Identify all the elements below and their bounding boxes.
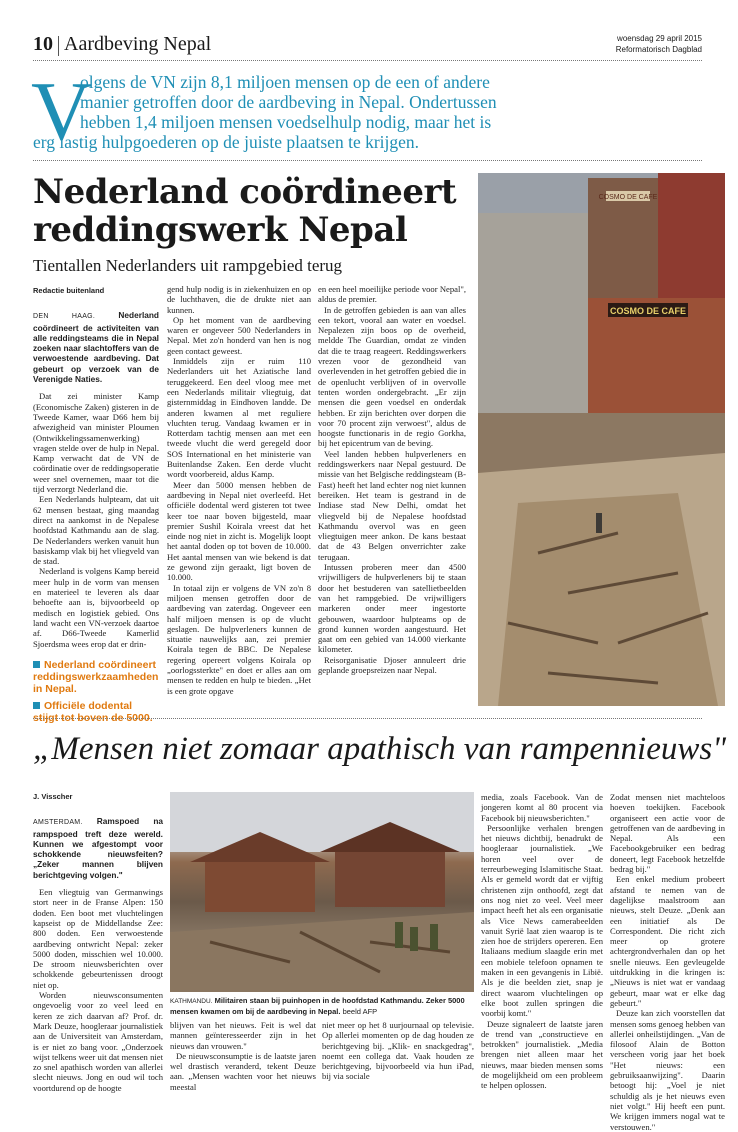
article2-paragraph: Worden nieuwsconsumenten ongevoelig voor zo veel leed en keren ze zich daarvan af? Prof. dr. Mark Deuze, hoogleraar journalistiek aan de Universiteit van Amsterdam, is er niet zo bang voor. „Onderzoek wijst telkens weer uit dat mensen niet zo snel apathisch worden van allerlei slecht nieuws. Jong en oud wil toch voortdurend op de hoogte: [33, 990, 163, 1093]
article2-paragraph: Een vliegtuig van Germanwings stort neer in de Franse Alpen: 150 doden. Een boot met vluchtelingen kapseist op de Middellandse Zee: 800 doden. Een verwoestende aardbeving ontwricht Nepal: zeker 5000 doden, misschien wel 10.000. De stroom nieuwsberichten over schokkende gebeurtenissen droogt niet op.: [33, 887, 163, 990]
article2-paragraph: media, zoals Facebook. Van de jongeren komt al 80 procent via Facebook bij nieuwsberichten.": [481, 792, 603, 823]
intro-rule: [33, 160, 702, 161]
article1-byline: Redactie buitenland: [33, 286, 105, 295]
caption-text: Militairen staan bij puinhopen in de hoofdstad Kathmandu. Zeker 5000 mensen kwamen om bij de aardbeving in Nepal.: [170, 996, 465, 1016]
temple-ruins-illustration: [170, 792, 474, 992]
header-separator: [58, 36, 59, 56]
article2-paragraph: Een enkel medium probeert afstand te nemen van de dagelijkse maalstroom aan nieuws, stelt Deuze. „Denk aan een initiatief als De Correspondent. Die richt zich meer op grotere achtergrondverhalen dan op het snelle nieuws. Een gevleugelde uitdrukking in die kringen is: „Nieuws is niet wat er vandaag gebeurt, maar wat er elke dag gebeurt.": [610, 874, 725, 1008]
article1-lead-text: Nederland coördineert de activiteiten van alle reddingsteams die in Nepal zoeken naar slachtoffers van de verwoestende aardbeving. Dat gebeurt op verzoek van de Verenigde Naties.: [33, 310, 159, 385]
article2-column-3: [322, 1020, 474, 1082]
page-number: 10: [33, 33, 53, 55]
article1-headline: Nederland coördineert reddingswerk Nepal: [33, 172, 457, 250]
caption-place: KATHMANDU.: [170, 998, 213, 1005]
publication-name: Reformatorisch Dagblad: [615, 45, 702, 54]
article1-paragraph: Op het moment van de aardbeving waren er ongeveer 500 Nederlanders in Nepal. Met zo'n honderd van hen is nog geen contact geweest.: [167, 314, 311, 356]
article1-paragraph: Reisorganisatie Djoser annuleert drie geplande groepsreizen naar Nepal.: [318, 654, 466, 675]
article2-paragraph: blijven van het nieuws. Feit is wel dat mannen geïnteresseerder zijn in het nieuws dan vrouwen.": [170, 1020, 316, 1051]
intro-text: [80, 72, 710, 132]
article2-column-2: [170, 1020, 316, 1092]
cafe-sign-mid: COSMO DE CAFE: [609, 306, 687, 316]
article2-paragraph: Zodat mensen niet machteloos hoeven toekijken. Facebook organiseert een actie voor de getroffenen van de aardbeving in Nepal. Als een Facebookgebruiker een bedrag doneert, legt Facebook hetzelfde bedrag bij.": [610, 792, 725, 875]
intro-line: manier getroffen door de aardbeving in Nepal. Ondertussen: [80, 92, 497, 112]
article2-column-1: [33, 792, 163, 1093]
article2-lead-text: Ramspoed na rampspoed treft deze wereld. Kunnen we afgestompt voor schokkende nieuwsfeiten? „Zeker mannen blijven berichtgeving volgen.": [33, 816, 164, 880]
cafe-sign-top: COSMO DE CAFE: [598, 194, 658, 201]
article2-photo: [170, 792, 474, 992]
article1-paragraph: Meer dan 5000 mensen hebben de aardbeving in Nepal niet overleefd. Het officiële dodental werd gisteren tot twee keer toe naar boven bijgesteld, maar premier Sushil Koirala vreest dat het einde nog niet in zicht is. Mogelijk loopt het aantal doden op tot boven de 10.000. Het aantal mensen van wie bekend is dat ze gewond zijn geraakt, ligt boven de 10.000.: [167, 479, 311, 583]
article2-byline: J. Visscher: [33, 792, 73, 801]
article2-caption: [170, 996, 474, 1016]
intro-line: hebben 1,4 miljoen mensen voedselhulp nodig, maar het is: [80, 112, 492, 132]
article2-paragraph: Deuze kan zich voorstellen dat mensen soms genoeg hebben van allerlei onheilstijdingen. „Van de filosoof Alain de Botton verscheen vorig jaar het boek "Het nieuws: een gebruiksaanwijzing". Daarin betoogt hij: „Voel je niet schuldig als je het nieuws even niet volgt." Hij heeft een punt. We krijgen immers nogal wat te verstouwen.": [610, 1008, 725, 1132]
article1-paragraph: Inmiddels zijn er ruim 110 Nederlanders uit het Aziatische land teruggekeerd. Een deel vloog mee met een Nederlands militair vliegtuig, dat gisternmiddag in Eindhoven landde. De anderen kwamen al met reguliere vluchten terug. Vandaag kwamen er in Rotterdam tachtig mensen aan met een tweede vlucht die werd geregeld door SOS International en het ministerie van Buitenlandse Zaken. Een derde vlucht wordt voorbereid, aldus Kamp.: [167, 356, 311, 480]
article2-paragraph: Deuze signaleert de laatste jaren de trend van „constructieve en betrokken" journalistiek. „Media brengen niet alleen maar het nieuws, maar bieden mensen soms de mogelijkheid om een probleem te helpen oplossen.: [481, 1018, 603, 1091]
article1-highlight: [33, 700, 159, 724]
bullet-square-icon: [33, 661, 40, 668]
article1-paragraph: Dat zei minister Kamp (Economische Zaken) gisteren in de Tweede Kamer, waar D66 hem bij afwezigheid van minister Ploumen (Ontwikkelingssamenwerking) vragen stelde over de hulp in Nepal. Kamp verwacht dat de VN de coördinatie over de reddingsoperatie weer snel overnemen, maar tot die tijd verzorgt Nederland die.: [33, 391, 159, 495]
article1-highlight-text: Nederland coördineert reddingswerkzaamheden in Nepal.: [33, 658, 159, 695]
article2-lead: [33, 816, 163, 880]
article1-highlight-text: Officiële dodental stijgt tot boven de 5000.: [33, 699, 153, 724]
article1-column-3: [318, 284, 466, 675]
article-divider-rule: [33, 718, 702, 719]
intro-dropcap: V: [31, 65, 92, 158]
article1-column-1: [33, 286, 159, 724]
article1-paragraph: In de getroffen gebieden is aan van alles een tekort, vooral aan water en voedsel. Nepalezen zijn boos op de overheid, meldde The Guardian, omdat ze vinden dat die te traag reageert. Reddingswerkers vrezen voor de gezondheid van overlevenden in het getroffen gebied die in de openlucht verblijven of in overvolle tenten worden ondergebracht. „Er zijn mensen die geen voedsel en onderdak hebben. Er zijn berichten over dorpen die voor 70 procent zijn verwoest", aldus de hoogste functionaris in de regio Gorkha, bij het epicentrum van de beving.: [318, 304, 466, 449]
article2-paragraph: Persoonlijke verhalen brengen het nieuws dichtbij, benadrukt de hoogleraar journalistiek. „We horen veel over de terreurbeweging Islamitische Staat. Als er gemeld wordt dat er vijftig christenen zijn onthoofd, zegt dat ons nog niet zo veel. Veel meer impact heeft het als een organisatie als Vice News camerabeelden vanuit Syrië laat zien waarop is te zien hoe de strijders opereren. Een Italiaans medium slaagde erin met een mobiele telefoon opnamen te maken in een gevangenis in Libië. Als je die beelden ziet, snap je direct waarom vluchtelingen op elke boot zullen springen die voorbij komt.": [481, 822, 603, 1019]
caption-credit: beeld AFP: [342, 1006, 378, 1016]
article1-paragraph: gend hulp nodig is in ziekenhuizen en op de luchthaven, die de drukte niet aan kunnen.: [167, 284, 311, 315]
article1-subheadline: Tientallen Nederlanders uit rampgebied terug: [33, 256, 343, 275]
article1-paragraph: Een Nederlands hulpteam, dat uit 62 mensen bestaat, ging maandag direct na aankomst in de Nepalese hoofdstad Kathmandu aan de slag. De Nederlanders werken vanuit hun basiskamp vlak bij het vliegveld van de stad.: [33, 494, 159, 567]
article2-column-5: [610, 792, 725, 1132]
section-title: Aardbeving Nepal: [64, 33, 212, 55]
header-rule: [33, 60, 702, 61]
article1-paragraph: Veel landen hebben hulpverleners en reddingswerkers naar Nepal gestuurd. De missie van het Belgische reddingsteam (B-Fast) heeft het land echter nog niet kunnen bereiken. Het team is gestrand in de Indiase stad New Delhi, omdat het vliegveld bij de Nepalese hoofdstad Kathmandu overvol was en geen vliegtuigen meer ankon. De kans bestaat dat de 43 Belgen onverrichter zake terugaan.: [318, 448, 466, 562]
article1-paragraph: en een heel moeilijke periode voor Nepal", aldus de premier.: [318, 284, 466, 305]
article2-lead-place: AMSTERDAM.: [33, 819, 83, 827]
publication-date: woensdag 29 april 2015: [617, 34, 702, 43]
article2-paragraph: De nieuwsconsumptie is de laatste jaren wel drastisch veranderd, tekent Deuze aan. „Mensen wachten voor het nieuws meestal: [170, 1050, 316, 1092]
article1-lead-place: DEN HAAG.: [33, 313, 96, 321]
article1-lead: [33, 310, 159, 384]
article1-paragraph: Nederland is volgens Kamp bereid meer hulp in de vorm van mensen en materieel te leveren als daar behoefte aan is, bijvoorbeeld op medisch en logistiek gebied. Ons land wacht een VN-verzoek daartoe af. D66-Tweede Kamerlid Sjoerdsma wees erop dat er drin-: [33, 566, 159, 649]
article1-photo: [478, 173, 725, 706]
header-date-block: [616, 33, 702, 55]
article2-column-4: [481, 792, 603, 1091]
bullet-square-icon: [33, 702, 40, 709]
intro-last-line: erg lastig hulpgoederen op de juiste plaatsen te krijgen.: [33, 132, 420, 152]
article1-paragraph: In totaal zijn er volgens de VN zo'n 8 miljoen mensen getroffen door de aardbeving van zaterdag. Ongeveer een half miljoen mensen is op de vlucht geslagen. De hulpverleners kunnen de situatie nauwelijks aan, zei premier Koirala tegen de BBC. De Nepalese regering opereert volgens Koirala op „oorlogssterkte" en doet er alles aan om mensen te redden en hulp te bieden. „Het is een grote opgave: [167, 582, 311, 696]
intro-line: olgens de VN zijn 8,1 miljoen mensen op de een of andere: [80, 72, 490, 92]
article1-column-2: [167, 284, 311, 696]
article1-paragraph: Intussen proberen meer dan 4500 vrijwilligers de hulpverleners bij te staan door het bestuderen van satellietbeelden van het rampgebied. De vrijwilligers markeren onder meer ingestorte gebouwen, waardoor hulpteams op de grond kunnen worden aangestuurd. Het gaat om een gebied van 14.000 vierkante kilometer.: [318, 562, 466, 655]
article2-headline: „Mensen niet zomaar apathisch van rampennieuws": [33, 731, 727, 767]
article1-highlight: [33, 659, 159, 695]
article2-paragraph: niet meer op het 8 uurjournaal op televisie. Op allerlei momenten op de dag houden ze berichtgeving bij. „Klik- en snackgedrag", noemt een collega dat. Vaak houden ze berichtgeving, bijvoorbeeld via hun iPad, bij via sociale: [322, 1020, 474, 1082]
street-scene-illustration: [478, 173, 725, 706]
